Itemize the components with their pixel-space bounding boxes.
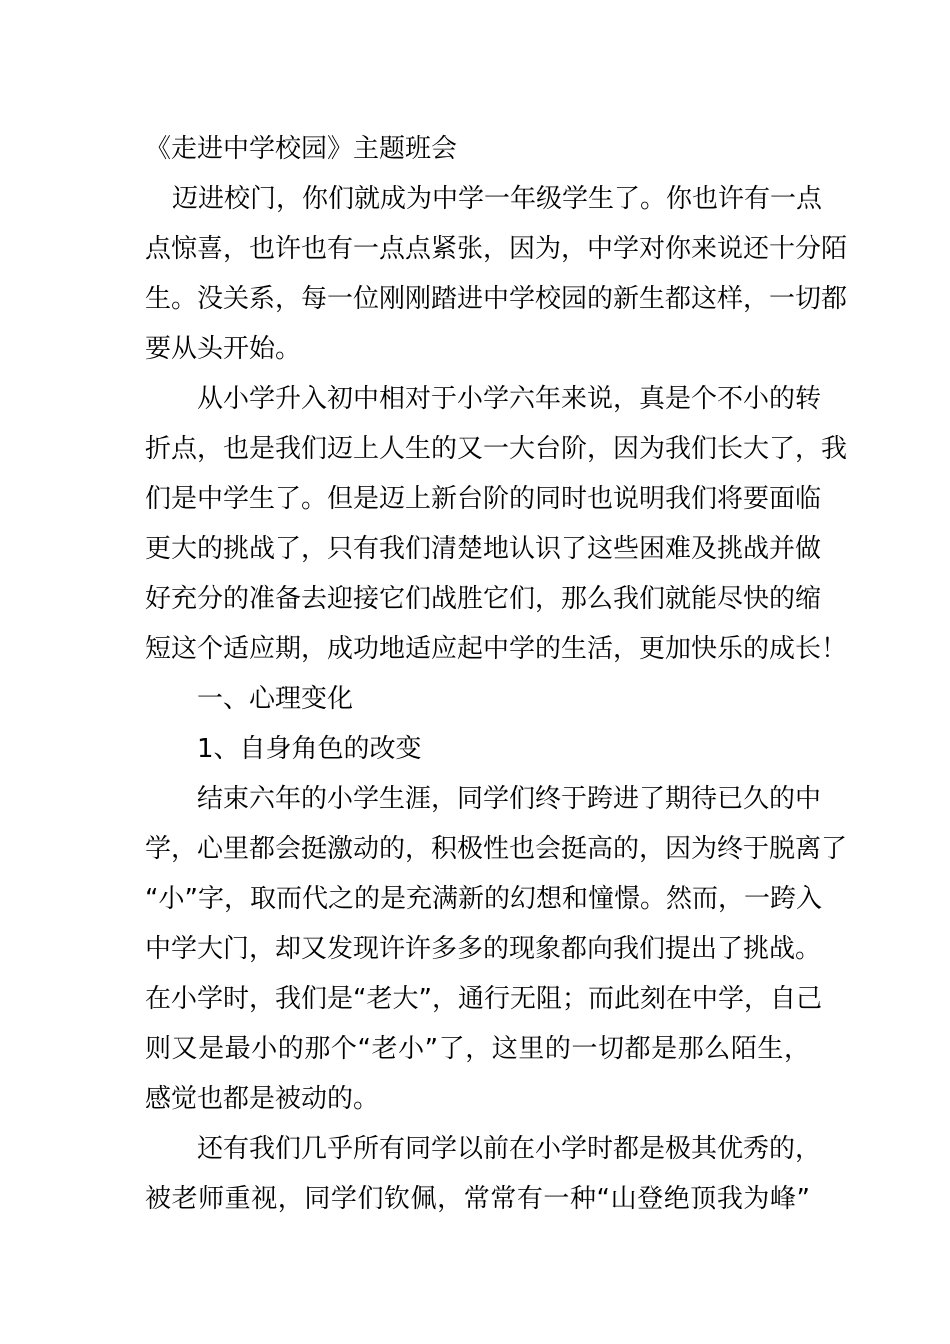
paragraph-line: 在小学时，我们是“老大”，通行无阻；而此刻在中学，自己 (145, 984, 822, 1014)
paragraph-line: 要从头开始。 (145, 334, 302, 364)
paragraph-line: 们是中学生了。但是迈上新台阶的同时也说明我们将要面临 (145, 484, 822, 514)
paragraph-line: 更大的挑战了，只有我们清楚地认识了这些困难及挑战并做 (145, 534, 822, 564)
paragraph-line: “小”字，取而代之的是充满新的幻想和憧憬。然而，一跨入 (145, 884, 822, 914)
paragraph-line: 生。没关系，每一位刚刚踏进中学校园的新生都这样，一切都 (145, 284, 848, 314)
paragraph-line: 还有我们几乎所有同学以前在小学时都是极其优秀的， (197, 1134, 822, 1164)
paragraph-line: 短这个适应期，成功地适应起中学的生活，更加快乐的成长！ (145, 634, 848, 664)
paragraph-line: 结束六年的小学生涯，同学们终于跨进了期待已久的中 (197, 784, 822, 814)
subsection-heading: 1、自身角色的改变 (197, 734, 422, 764)
paragraph-line: 学，心里都会挺激动的，积极性也会挺高的，因为终于脱离了 (145, 834, 848, 864)
paragraph-line: 则又是最小的那个“老小”了，这里的一切都是那么陌生， (145, 1034, 810, 1064)
paragraph-line: 被老师重视，同学们钦佩，常常有一种“山登绝顶我为峰” (145, 1184, 810, 1214)
paragraph-line: 感觉也都是被动的。 (145, 1084, 380, 1114)
paragraph-line: 从小学升入初中相对于小学六年来说，真是个不小的转 (197, 384, 822, 414)
section-heading: 一、心理变化 (197, 684, 354, 714)
paragraph-line: 折点，也是我们迈上人生的又一大台阶，因为我们长大了，我 (145, 434, 848, 464)
paragraph-line: 好充分的准备去迎接它们战胜它们，那么我们就能尽快的缩 (145, 584, 822, 614)
document-title: 《走进中学校园》主题班会 (145, 134, 458, 164)
paragraph-line: 点惊喜，也许也有一点点紧张，因为，中学对你来说还十分陌 (145, 234, 848, 264)
paragraph-line: 中学大门，却又发现许许多多的现象都向我们提出了挑战。 (145, 934, 822, 964)
paragraph-line: 迈进校门，你们就成为中学一年级学生了。你也许有一点 (172, 184, 823, 214)
